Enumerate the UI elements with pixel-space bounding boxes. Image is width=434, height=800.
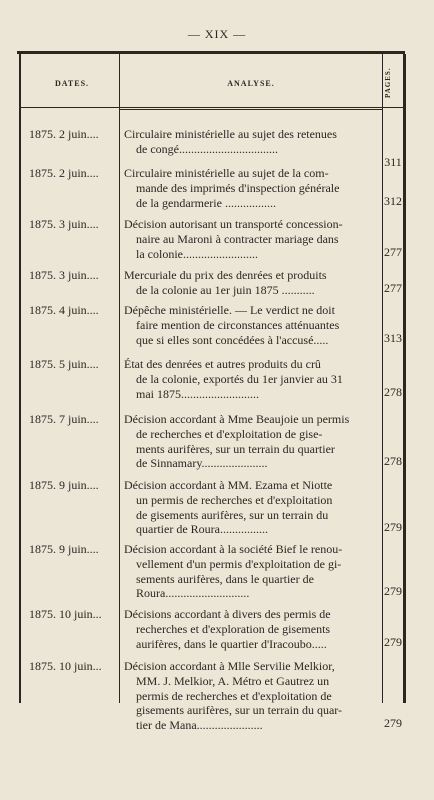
- header-rule-secondary: [120, 109, 382, 110]
- entry-analysis-line: faire mention de circonstances atténuantes: [136, 317, 340, 332]
- entry-analysis: [124, 357, 379, 401]
- entry-page: 313: [384, 330, 402, 345]
- column-header-pages: PAGES.: [384, 67, 392, 99]
- entry-analysis: [124, 303, 379, 347]
- column-header-dates: DATES.: [54, 79, 90, 88]
- table-row: [17, 542, 405, 601]
- entry-date: 1875. 9 juin....: [29, 542, 99, 556]
- entry-analysis-line: vellement d'un permis d'exploitation de gi-: [136, 556, 342, 571]
- table-row: [17, 127, 405, 171]
- entry-analysis-line: Décision accordant à la société Bief le renou-: [124, 542, 343, 556]
- entry-page: 311: [384, 154, 402, 169]
- entry-date: 1875. 2 juin....: [29, 127, 99, 141]
- entry-analysis-line: naire au Maroni à contracter mariage dans: [136, 231, 339, 246]
- entry-analysis-line: de Sinnamary......................: [136, 456, 268, 471]
- entry-page: 279: [384, 520, 402, 535]
- page-number: — XIX —: [187, 27, 247, 41]
- top-rule: [17, 51, 405, 54]
- entry-analysis-line: Décision accordant à Mme Beaujoie un permis: [124, 412, 350, 426]
- entry-date: 1875. 9 juin....: [29, 478, 99, 492]
- entry-analysis-line: Décision accordant à Mlle Servilie Melkior,: [124, 659, 335, 673]
- entry-analysis: [124, 217, 379, 261]
- entry-page: 277: [384, 244, 402, 259]
- entry-date: 1875. 10 juin...: [29, 659, 102, 673]
- entry-page: 279: [384, 716, 402, 731]
- entry-analysis-line: État des denrées et autres produits du crû: [124, 357, 321, 371]
- entry-analysis-line: que si elles sont concédées à l'accusé.....: [136, 332, 329, 347]
- entry-analysis-line: mai 1875..........................: [136, 386, 259, 401]
- entry-analysis-line: de la gendarmerie .................: [136, 195, 276, 210]
- table-row: [17, 268, 405, 298]
- table-row: [17, 217, 405, 261]
- table-frame: [17, 51, 405, 733]
- entry-analysis-line: mande des imprimés d'inspection générale: [136, 180, 340, 195]
- table-row: [17, 478, 405, 537]
- entry-analysis: [124, 127, 379, 157]
- entry-analysis-line: Décisions accordant à divers des permis de: [124, 607, 331, 621]
- column-header-analyse: ANALYSE.: [227, 79, 275, 88]
- entry-page: 278: [384, 384, 402, 399]
- table-row: [17, 166, 405, 210]
- entry-page: 278: [384, 454, 402, 469]
- table-row: [17, 303, 405, 347]
- entry-analysis: [124, 166, 379, 210]
- entry-analysis-line: tier de Mana......................: [136, 718, 263, 733]
- header-rule: [21, 107, 405, 108]
- entry-page: 279: [384, 584, 402, 599]
- entry-analysis-line: Roura............................: [136, 586, 250, 601]
- entry-page: 279: [384, 634, 402, 649]
- entry-analysis-line: Décision autorisant un transporté concession-: [124, 217, 343, 231]
- entry-analysis: [124, 268, 379, 298]
- table-row: [17, 357, 405, 401]
- entry-analysis-line: la colonie.........................: [136, 246, 258, 261]
- entry-analysis-line: quartier de Roura................: [136, 522, 268, 537]
- entry-analysis: [124, 659, 379, 733]
- entry-analysis-line: Décision accordant à MM. Ezama et Niotte: [124, 478, 333, 492]
- entry-analysis: [124, 542, 379, 601]
- entry-analysis-line: de recherches et d'exploitation de gise-: [136, 426, 323, 441]
- entry-analysis-line: de la colonie, exportés du 1er janvier au 31: [136, 371, 343, 386]
- entry-date: 1875. 5 juin....: [29, 357, 99, 371]
- entry-date: 1875. 7 juin....: [29, 412, 99, 426]
- entry-analysis: [124, 412, 379, 471]
- entry-analysis: [124, 478, 379, 537]
- entry-analysis-line: ments aurifères, sur un terrain du quartier: [136, 441, 335, 456]
- entry-analysis-line: gisements aurifères, sur un terrain du quar-: [136, 703, 343, 718]
- entry-analysis-line: Circulaire ministérielle au sujet des retenues: [124, 127, 337, 141]
- entry-analysis-line: Circulaire ministérielle au sujet de la com-: [124, 166, 329, 180]
- entry-date: 1875. 4 juin....: [29, 303, 99, 317]
- table-row: [17, 607, 405, 651]
- entry-analysis-line: de congé.................................: [136, 141, 278, 156]
- entry-date: 1875. 10 juin...: [29, 607, 102, 621]
- entry-date: 1875. 2 juin....: [29, 166, 99, 180]
- table-row: [17, 659, 405, 733]
- entry-analysis-line: Dépêche ministérielle. — Le verdict ne doit: [124, 303, 335, 317]
- entry-analysis: [124, 607, 379, 651]
- entry-date: 1875. 3 juin....: [29, 217, 99, 231]
- entry-analysis-line: recherches et d'exploration de gisements: [136, 621, 331, 636]
- entry-analysis-line: permis de recherches et d'exploitation de: [136, 688, 332, 703]
- entry-analysis-line: de la colonie au 1er juin 1875 ...........: [136, 282, 315, 297]
- entry-analysis-line: Mercuriale du prix des denrées et produits: [124, 268, 327, 282]
- entry-analysis-line: de gisements aurifères, sur un terrain du: [136, 507, 329, 522]
- entry-analysis-line: MM. J. Melkior, A. Métro et Gautrez un: [136, 673, 330, 688]
- entry-analysis-line: un permis de recherches et d'exploitation: [136, 492, 333, 507]
- entry-page: 277: [384, 280, 402, 295]
- table-row: [17, 412, 405, 471]
- entry-date: 1875. 3 juin....: [29, 268, 99, 282]
- entry-page: 312: [384, 193, 402, 208]
- entry-analysis-line: aurifères, dans le quartier d'Iracoubo.....: [136, 636, 327, 651]
- entry-analysis-line: sements aurifères, dans le quartier de: [136, 571, 314, 586]
